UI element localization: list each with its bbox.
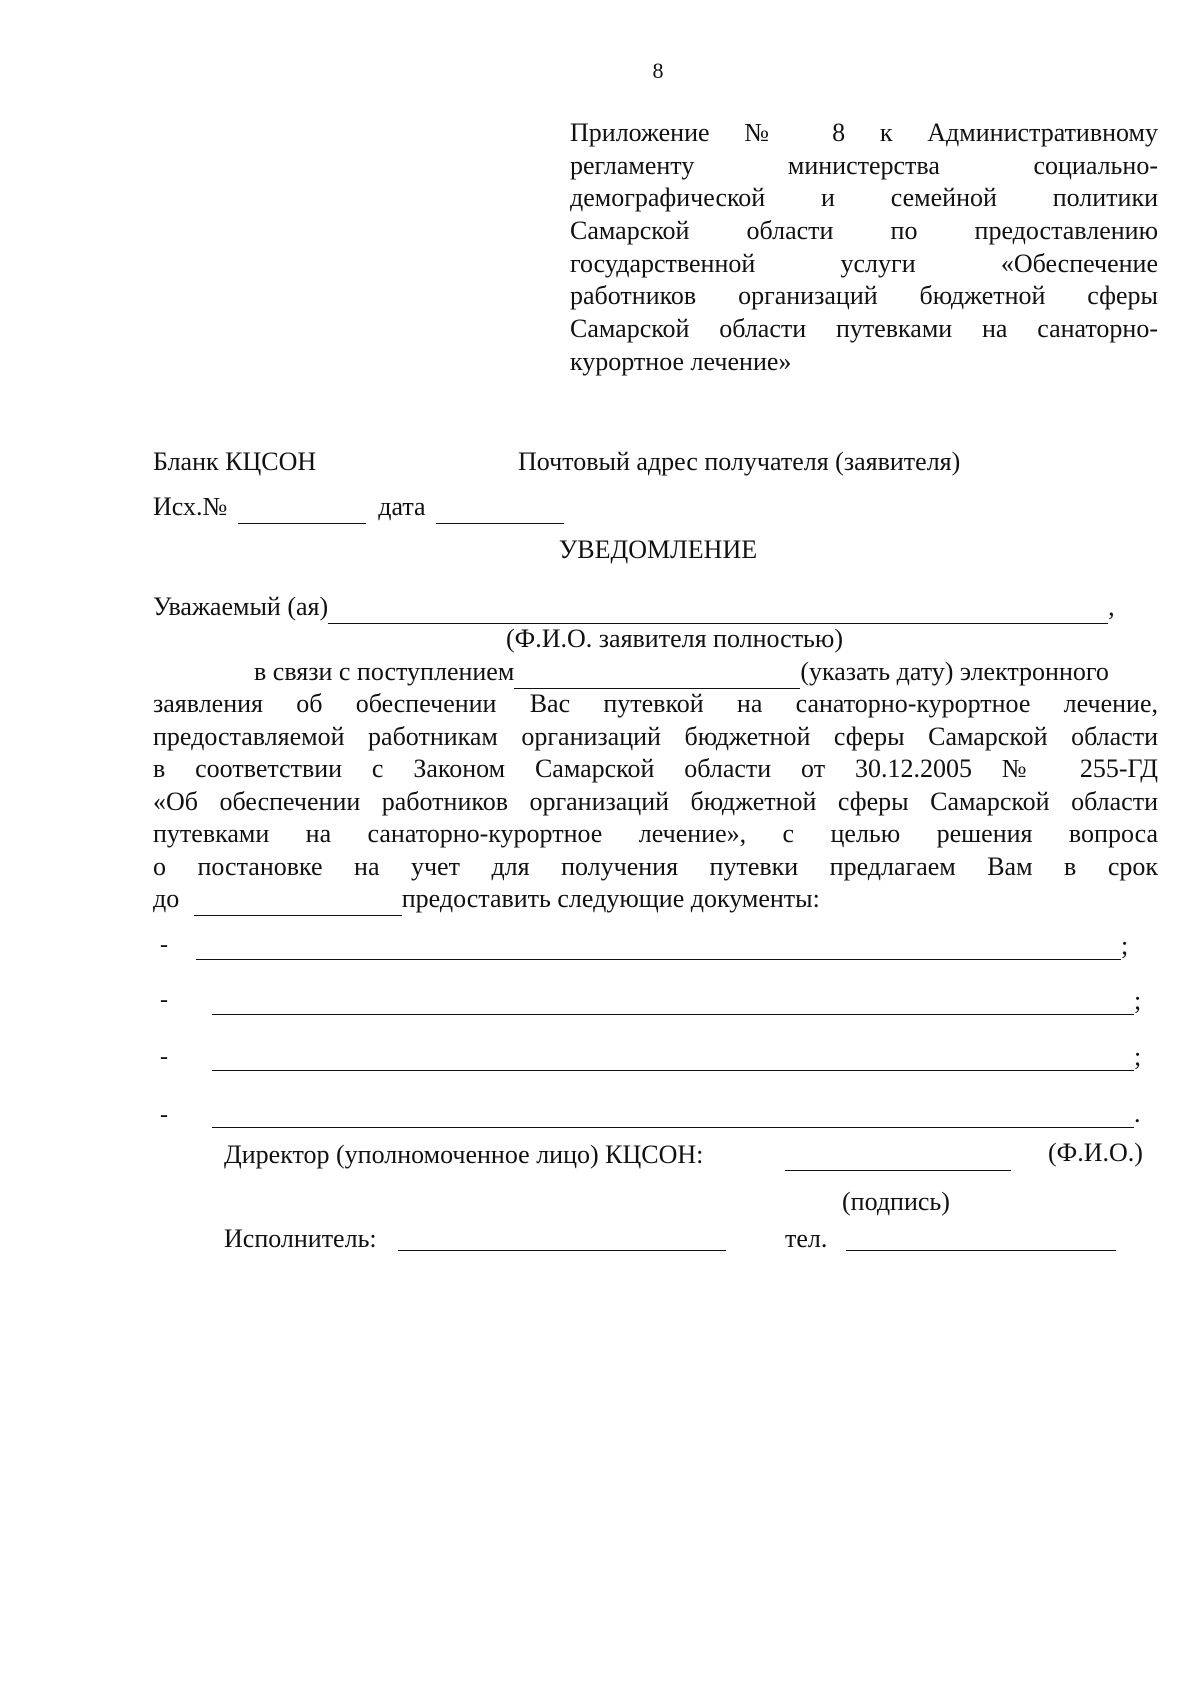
document-line-2[interactable] [212, 1014, 1134, 1015]
director-signature-field[interactable] [785, 1170, 1011, 1171]
director-label: Директор (уполномоченное лицо) КЦСОН: [224, 1140, 704, 1169]
page-number: 8 [652, 58, 664, 83]
document-line-4[interactable] [212, 1127, 1134, 1128]
phone-field[interactable] [846, 1250, 1116, 1251]
applicant-name-field[interactable] [328, 591, 1108, 624]
executor-label: Исполнитель: [224, 1224, 377, 1253]
body-first-suffix: (указать дату) электронного [800, 657, 1109, 686]
document-dash: - [160, 932, 168, 958]
document-dash: - [160, 1102, 168, 1128]
body-line: в соответствии с Законом Самарской области от 30.12.2005 № 255-ГД [153, 754, 1158, 783]
body-first-prefix: в связи с поступлением [254, 657, 515, 686]
outgoing-number-label: Исх.№ [153, 492, 228, 521]
document-line-1[interactable] [196, 959, 1121, 960]
appendix-line: Самарской области по предоставлению [570, 216, 1158, 246]
deadline-prefix: до [153, 884, 180, 913]
salutation-label: Уважаемый (ая) [153, 592, 329, 621]
document-line-end: ; [1134, 986, 1142, 1015]
document-dash: - [160, 987, 168, 1013]
body-first-line [254, 656, 1109, 689]
phone-label: тел. [785, 1224, 828, 1253]
document-title: УВЕДОМЛЕНИЕ [558, 535, 758, 564]
deadline-row [153, 883, 820, 916]
signature-caption: (подпись) [842, 1187, 950, 1216]
appendix-line: государственной услуги «Обеспечение [570, 248, 1158, 278]
body-line: о постановке на учет для получения путевки предлагаем Вам в срок [153, 851, 1158, 881]
date-field[interactable] [436, 491, 564, 524]
document-dash: - [160, 1044, 168, 1070]
deadline-date-field[interactable] [194, 883, 402, 916]
date-label: дата [378, 492, 426, 521]
appendix-line: работников организаций бюджетной сферы [570, 281, 1158, 311]
body-line: путевками на санаторно-курортное лечение», с целью решения вопроса [153, 819, 1158, 848]
postal-address-label: Почтовый адрес получателя (заявителя) [518, 447, 961, 476]
executor-field[interactable] [398, 1250, 726, 1251]
outgoing-number-field[interactable] [238, 491, 366, 524]
document-line-end: ; [1134, 1042, 1142, 1071]
outgoing-number-row [153, 491, 564, 524]
appendix-reference [570, 117, 1158, 379]
appendix-line: Приложение № 8 к Административному [570, 118, 1158, 147]
body-line: «Об обеспечении работников организаций бюджетной сферы Самарской области [153, 786, 1158, 816]
deadline-suffix: предоставить следующие документы: [401, 884, 820, 913]
body-line: предоставляемой работникам организаций бюджетной сферы Самарской области [153, 721, 1158, 751]
applicant-name-caption: (Ф.И.О. заявителя полностью) [506, 624, 843, 653]
body-paragraph [153, 688, 1158, 883]
document-line-3[interactable] [212, 1070, 1134, 1071]
director-fio-label: (Ф.И.О.) [1048, 1138, 1143, 1167]
document-line-end: ; [1121, 931, 1129, 960]
salutation-comma: , [1108, 592, 1115, 621]
appendix-line: Самарской области путевками на санаторно- [570, 314, 1158, 344]
body-line: заявления об обеспечении Вас путевкой на санаторно-курортное лечение, [153, 689, 1158, 718]
appendix-line: курортное лечение» [570, 346, 792, 376]
blank-label: Бланк КЦСОН [153, 447, 317, 476]
appendix-line: регламенту министерства социально- [570, 150, 1158, 180]
document-line-end: . [1134, 1099, 1141, 1128]
receipt-date-field[interactable] [514, 656, 800, 689]
appendix-line: демографической и семейной политики [570, 183, 1158, 213]
salutation-row [153, 591, 1115, 624]
